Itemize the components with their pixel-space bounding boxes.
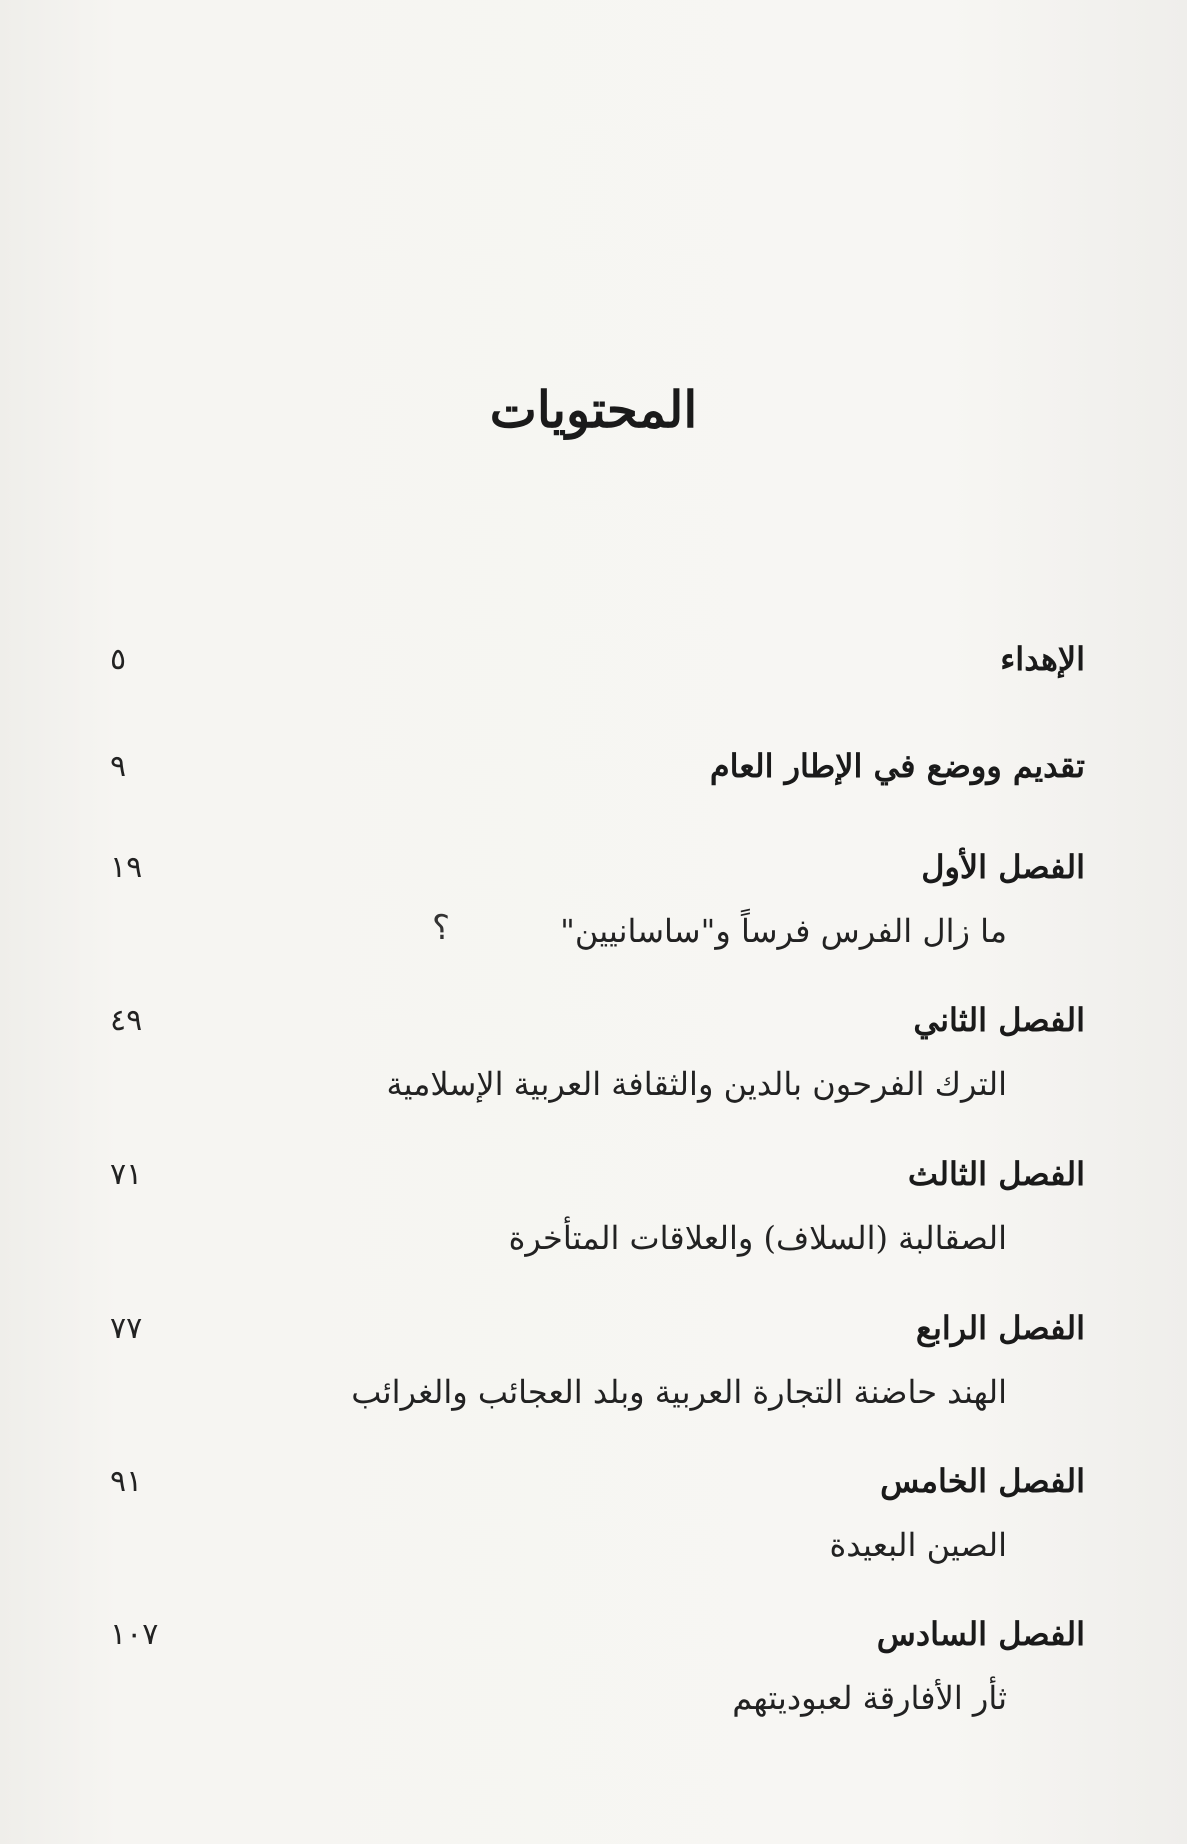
toc-entry-subtitle: الهند حاضنة التجارة العربية وبلد العجائب والغرائب <box>351 1373 1007 1411</box>
toc-entry-title: الفصل الثاني <box>913 1001 1085 1039</box>
toc-entry-subtitle: الصقالبة (السلاف) والعلاقات المتأخرة <box>508 1219 1007 1257</box>
toc-entry-page: ٤٩ <box>110 1003 143 1038</box>
toc-entry-title: الفصل السادس <box>876 1615 1085 1653</box>
toc-entry-page: ٩١ <box>110 1464 143 1499</box>
toc-entry-page: ١٠٧ <box>110 1617 159 1652</box>
toc-entry-subtitle: ثأر الأفارقة لعبوديتهم <box>732 1679 1007 1717</box>
stray-pen-mark: ؟ <box>432 908 451 948</box>
toc-entry-title: تقديم ووضع في الإطار العام <box>709 747 1085 785</box>
toc-entry-subtitle: الصين البعيدة <box>829 1526 1007 1564</box>
toc-entry-page: ١٩ <box>110 850 143 885</box>
toc-entry-page: ٧٧ <box>110 1311 143 1346</box>
toc-entry-title: الإهداء <box>1000 640 1085 678</box>
page-title: المحتويات <box>489 380 698 439</box>
toc-entry-title: الفصل الخامس <box>880 1462 1085 1500</box>
toc-entry-title: الفصل الأول <box>921 848 1085 886</box>
toc-entry-page: ٥ <box>110 642 127 677</box>
toc-entry-subtitle: ما زال الفرس فرساً و"ساسانيين" <box>560 912 1007 950</box>
toc-entry-subtitle: الترك الفرحون بالدين والثقافة العربية الإسلامية <box>386 1065 1007 1103</box>
toc-entry-page: ٩ <box>110 749 127 784</box>
toc-entry-page: ٧١ <box>110 1157 143 1192</box>
toc-entry-title: الفصل الثالث <box>907 1155 1085 1193</box>
toc-entry-title: الفصل الرابع <box>915 1309 1085 1347</box>
